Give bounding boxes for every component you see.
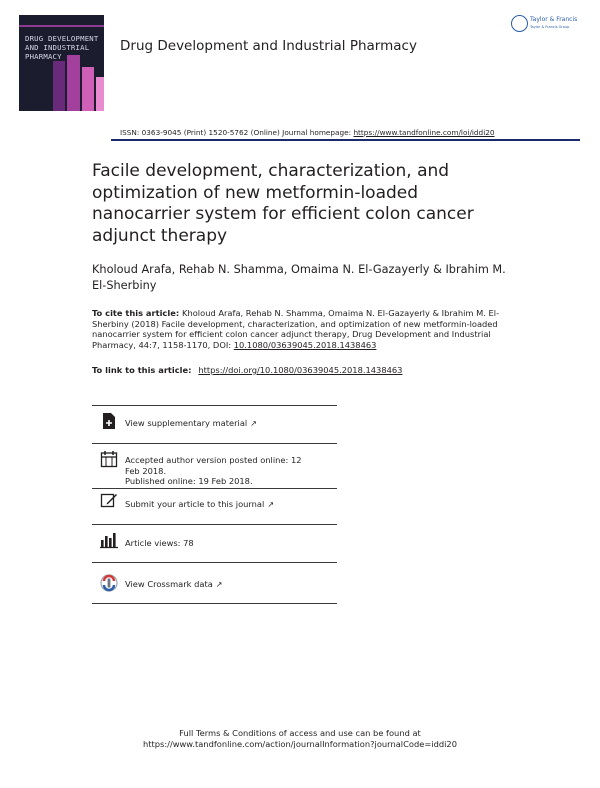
view-supplementary-link[interactable] [125, 418, 257, 430]
article-authors: Kholoud Arafa, Rehab N. Shamma, Omaima N. El-Gazayerly & Ibrahim M. El-Sherbiny [92, 263, 506, 292]
supplementary-label: View supplementary material [125, 418, 248, 428]
divider [92, 488, 337, 489]
submit-article-link[interactable] [125, 499, 274, 511]
publisher-logo-icon [511, 15, 528, 32]
cover-line-2: AND INDUSTRIAL [25, 43, 90, 52]
citation-text: Kholoud Arafa, Rehab N. Shamma, Omaima N. El-Gazayerly & Ibrahim M. El-Sherbiny (2018) Facile development, characterization, and optimization of new metformin-loaded nanocarrier system for efficient colon cancer adjunct therapy, Drug Development and Industrial Pharmacy, 44:7, 1158-1170, DOI: [92, 308, 500, 350]
published-date: Published online: 19 Feb 2018. [125, 476, 253, 486]
cover-title [25, 34, 101, 61]
external-link-icon: ↗ [215, 580, 223, 589]
article-link-line [92, 365, 402, 375]
document-plus-icon [100, 412, 118, 430]
divider [92, 524, 337, 525]
article-link-label: To link to this article: [92, 365, 195, 375]
external-link-icon: ↗ [267, 500, 275, 509]
divider [92, 443, 337, 444]
cover-stripe [19, 25, 104, 27]
divider [92, 405, 337, 406]
bar-chart-icon [100, 531, 118, 549]
journal-title: Drug Development and Industrial Pharmacy [120, 38, 417, 54]
external-link-icon: ↗ [250, 419, 257, 428]
submit-label: Submit your article to this journal [125, 499, 265, 509]
journal-cover-image [19, 15, 104, 111]
article-doi-url[interactable]: https://doi.org/10.1080/03639045.2018.1438463 [198, 365, 403, 375]
divider [92, 562, 337, 563]
issn-text: ISSN: 0363-9045 (Print) 1520-5762 (Online) Journal homepage: [120, 128, 354, 137]
publication-dates [125, 455, 305, 487]
header-rule [111, 139, 580, 141]
footer-journal-info-link[interactable]: https://www.tandfonline.com/action/journalInformation?journalCode=iddi20 [143, 739, 457, 749]
issn-line [120, 128, 495, 137]
crossmark-label: View Crossmark data [125, 579, 213, 589]
divider [92, 603, 337, 604]
cover-bar [82, 67, 94, 111]
article-title: Facile development, characterization, and optimization of new metformin-loaded nanocarrier system for efficient colon cancer adjunct therapy [92, 161, 474, 246]
cover-bar [53, 61, 65, 111]
footer-line-1: Full Terms & Conditions of access and use can be found at [179, 728, 421, 738]
footer [0, 728, 600, 750]
citation-block [92, 308, 522, 350]
cover-bar [67, 55, 80, 111]
doi-link[interactable]: 10.1080/03639045.2018.1438463 [233, 339, 377, 350]
article-views: Article views: 78 [125, 538, 194, 548]
publisher-subname: Taylor & Francis Group [530, 25, 570, 29]
publisher-name: Taylor & Francis [530, 16, 578, 23]
crossmark-link[interactable] [125, 579, 222, 591]
cover-line-1: DRUG DEVELOPMENT [25, 34, 99, 43]
cover-line-3: PHARMACY [25, 52, 62, 61]
calendar-icon [100, 450, 118, 468]
crossmark-icon [100, 574, 118, 592]
cover-bar [96, 77, 104, 111]
accepted-date: Accepted author version posted online: 12 Feb 2018. [125, 455, 302, 476]
journal-homepage-link[interactable]: https://www.tandfonline.com/loi/iddi20 [353, 128, 495, 137]
citation-label: To cite this article: [92, 308, 183, 318]
edit-icon [100, 491, 118, 509]
